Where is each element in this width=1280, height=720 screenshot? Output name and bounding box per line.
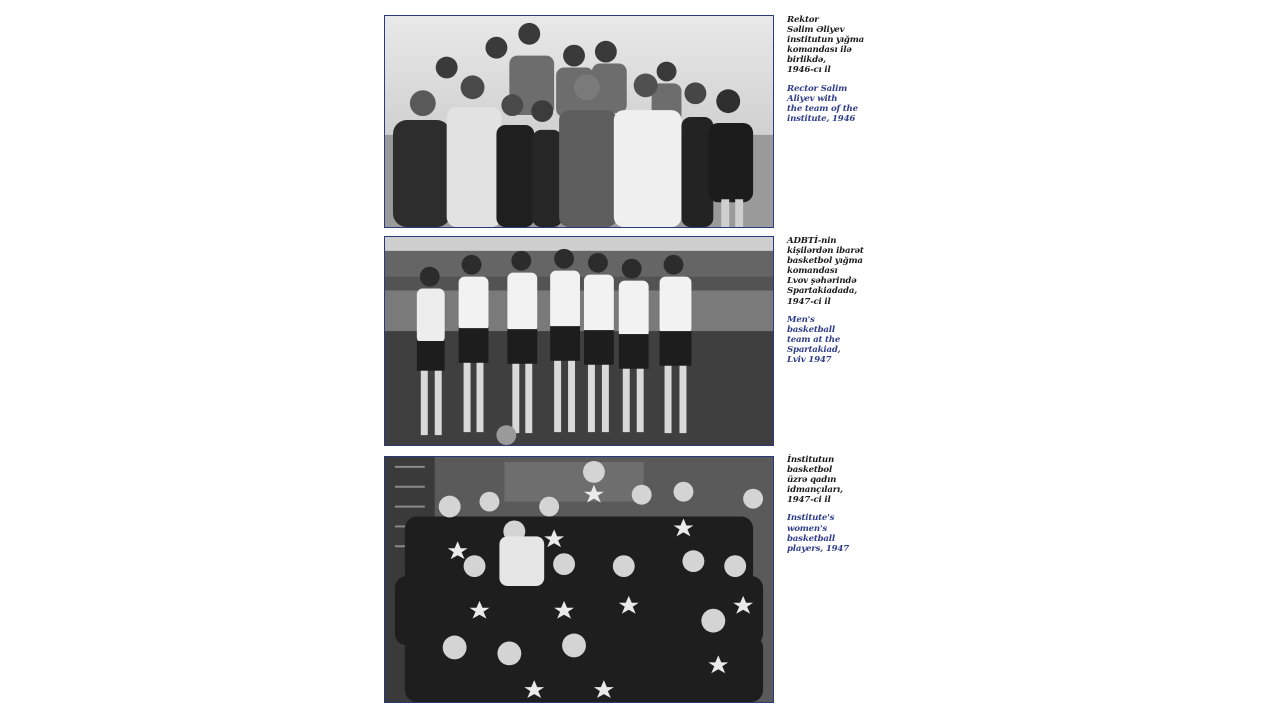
caption-photo-2 [787, 236, 865, 365]
caption-photo-3 [787, 455, 865, 554]
caption-photo-1 [787, 15, 865, 124]
photo-rector-with-team [384, 15, 774, 228]
caption-photo-1-az: Rektor Səlim Əliyev institutun yığma komandası ilə birlikdə, 1946-cı il [787, 15, 864, 76]
caption-photo-2-en: Men's basketball team at the Spartakiad, Lviv 1947 [787, 314, 841, 366]
photo-rector-with-team-image [385, 16, 773, 227]
photo-womens-basketball-players-image [385, 457, 773, 702]
photo-mens-basketball-team [384, 236, 774, 446]
page-header-mark [608, 0, 632, 1]
caption-photo-1-en: Rector Salim Aliyev with the team of the institute, 1946 [787, 83, 858, 124]
photo-womens-basketball-players [384, 456, 774, 703]
photo-mens-basketball-team-image [385, 237, 773, 445]
caption-photo-3-az: İnstitutun basketbol üzrə qadın idmançıları, 1947-ci il [787, 455, 843, 506]
caption-photo-2-az: ADBTİ-nin kişilərdən ibarət basketbol yığma komandası Lvov şəhərində Spartakiadada, 1947-ci il [787, 236, 864, 307]
caption-photo-3-en: Institute's women's basketball players, 1947 [787, 513, 849, 554]
